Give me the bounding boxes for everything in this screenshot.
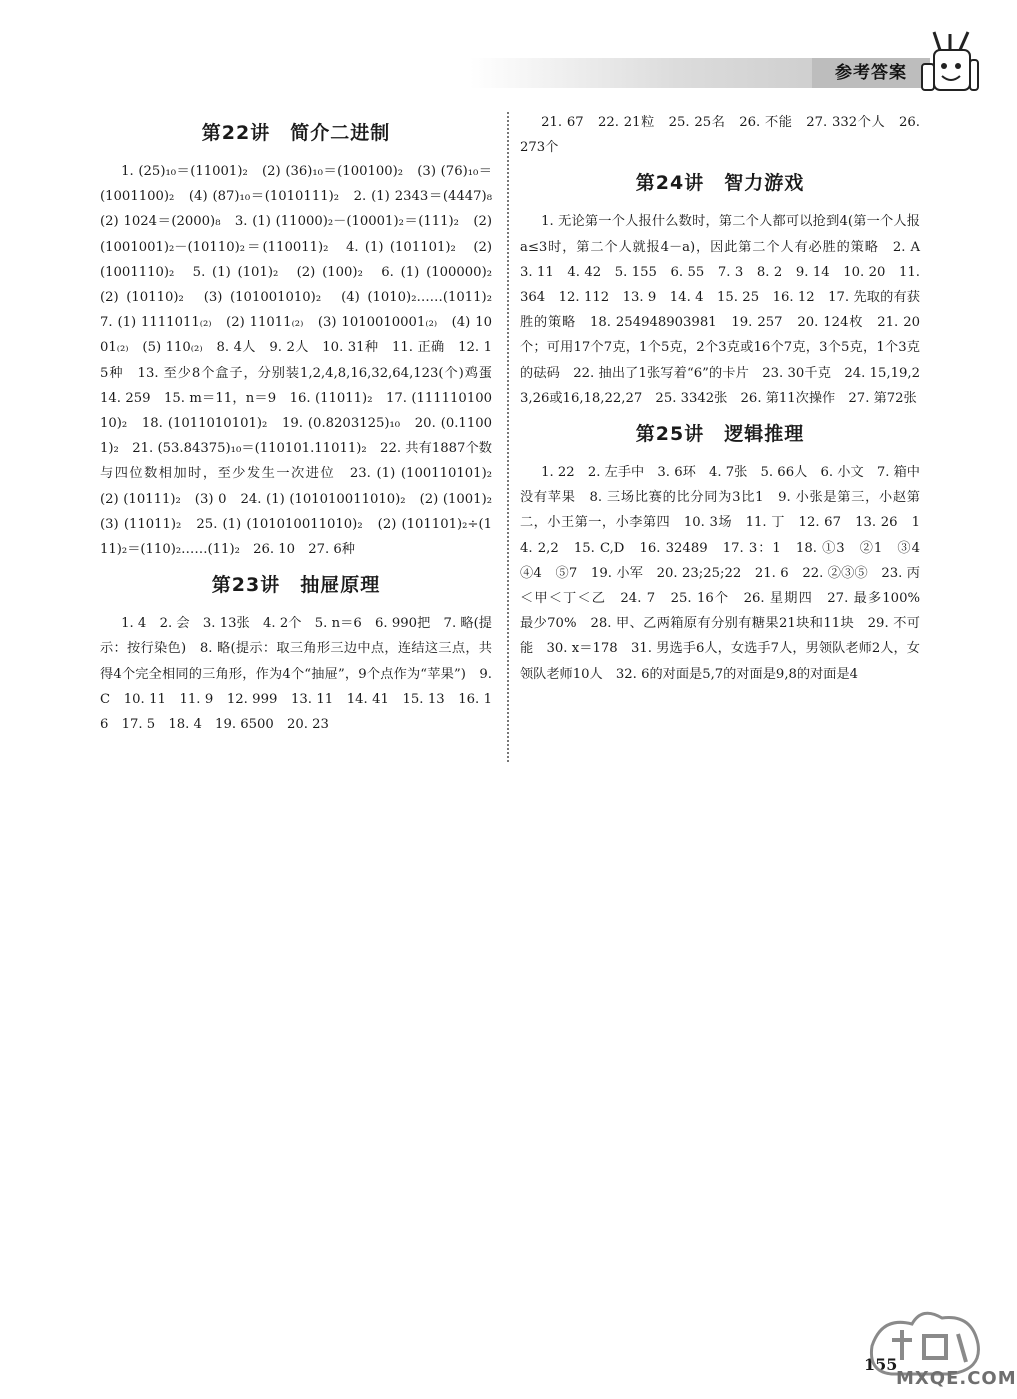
left-column <box>100 110 506 737</box>
lecture-23 <box>100 570 497 737</box>
header-title: 参考答案 <box>812 58 930 88</box>
lecture-24 <box>520 168 934 411</box>
lecture-22-answers: 1. (25)₁₀＝(11001)₂ (2) (36)₁₀＝(100100)₂ (3) (76)₁₀＝(1001100)₂ (4) (87)₁₀＝(1010111)₂ 2. (1) 2343＝(4447)₈ (2) 1024＝(2000)₈ 3. (1) (11000)₂－(10001)₂＝(111)₂ (2) (1001001)₂－(10110)₂＝(110011)₂ 4. (1) (101101)₂ (2) (1001110)₂ 5. (1) (101)₂ (2) (100)₂ 6. (1) (100000)₂ (2) (10110)₂ (3) (101001010)₂ (4) (1010)₂……(1011)₂ 7. (1) 1111011₍₂₎ (2) 11011₍₂₎ (3) 1010010001₍₂₎ (4) 1001₍₂₎ (5) 110₍₂₎ 8. 4人 9. 2人 10. 31种 11. 正确 12. 15种 13. 至少8个盒子，分别装1,2,4,8,16,32,64,123(个)鸡蛋 14. 259 15. m＝11，n＝9 16. (11011)₂ 17. (11111010010)₂ 18. (1011010101)₂ 19. (0.8203125)₁₀ 20. (0.11001)₂ 21. (53.84375)₁₀＝(110101.11011)₂ 22. 共有1887个数与四位数相加时，至少发生一次进位 23. (1) (100110101)₂ (2) (10111)₂ (3) 0 24. (1) (101010011010)₂ (2) (1001)₂ (3) (11011)₂ 25. (1) (101010011010)₂ (2) (101101)₂÷(111)₂＝(110)₂……(11)₂ 26. 10 27. 6种 <box>100 164 506 558</box>
column-divider <box>507 112 509 762</box>
lecture-24-answers: 1. 无论第一个人报什么数时，第二个人都可以抢到4(第一个人报a≤3时，第二个人就报4－a)，因此第二个人有必胜的策略 2. A 3. 11 4. 42 5. 155 6. 55 7. 3 8. 2 9. 14 10. 20 11. 364 12. 112 13. 9 14. 4 15. 25 16. 12 17. 先取的有获胜的策略 18. 254948903981 19. 257 20. 124枚 21. 20个；可用17个7克，1个5克，2个3克或16个7克，3个5克，1个3克的砝码 22. 抽出了1张写着“6”的卡片 23. 30千克 24. 15,19,23,26或16,18,22,27 25. 3342张 26. 第11次操作 27. 第72张 <box>520 214 934 406</box>
page-number: 155 <box>864 1355 898 1374</box>
lecture-25-title: 第25讲 逻辑推理 <box>635 423 805 446</box>
lecture-23-answers-continued: 21. 67 22. 21粒 25. 25名 26. 不能 27. 332个人 26. 273个 <box>520 115 925 156</box>
watermark-text: MXQE.COM <box>896 1368 1017 1389</box>
right-column <box>520 110 934 687</box>
lecture-24-title: 第24讲 智力游戏 <box>635 172 805 195</box>
lecture-23-answers: 1. 4 2. 会 3. 13张 4. 2个 5. n＝6 6. 990把 7. 略(提示：按行染色) 8. 略(提示：取三角形三边中点，连结这三点，共得4个完全相同的三角形，作为4个“抽屉”，9个点作为“苹果”) 9. C 10. 11 11. 9 12. 999 13. 11 14. 41 15. 13 16. 16 17. 5 18. 4 19. 6500 20. 23 <box>100 616 497 733</box>
lecture-22 <box>100 118 506 562</box>
lecture-25-answers: 1. 22 2. 左手中 3. 6环 4. 7张 5. 66人 6. 小文 7. 箱中没有苹果 8. 三场比赛的比分同为3比1 9. 小张是第三，小赵第二，小王第一，小李第四 10. 3场 11. 丁 12. 67 13. 26 14. 2,2 15. C,D 16. 32489 17. 3：1 18. ①3 ②1 ③4 ④4 ⑤7 19. 小军 20. 23;25;22 21. 6 22. ②③⑤ 23. 丙＜甲＜丁＜乙 24. 7 25. 16个 26. 星期四 27. 最多100% 最少70% 28. 甲、乙两箱原有分别有糖果21块和11块 29. 不可能 30. x＝178 31. 男选手6人，女选手7人，男领队老师2人，女领队老师10人 32. 6的对面是5,7的对面是9,8的对面是4 <box>520 465 934 682</box>
pencil-cup-illustration <box>920 30 980 94</box>
lecture-22-title: 第22讲 简介二进制 <box>201 122 391 144</box>
lecture-25 <box>520 419 934 687</box>
lecture-23-title: 第23讲 抽屉原理 <box>211 574 381 597</box>
lecture-23-continuation <box>520 110 925 160</box>
